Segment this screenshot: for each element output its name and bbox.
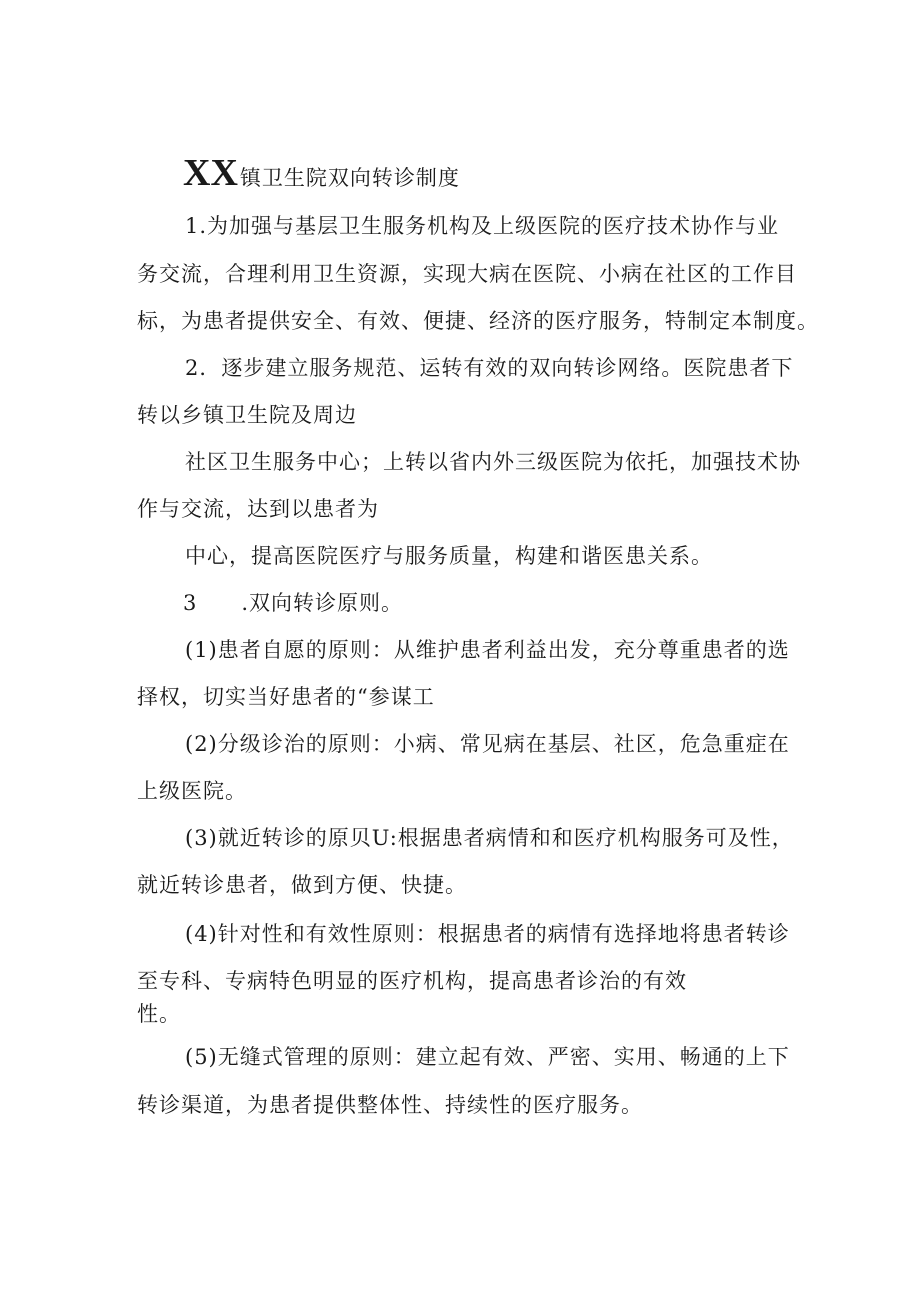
paragraph-line: (3)就近转诊的原贝U:根据患者病情和和医疗机构服务可及性，	[185, 826, 794, 850]
paragraph-line: 中心，提高医院医疗与服务质量，构建和谐医患关系。	[185, 544, 713, 568]
paragraph-line: 转以乡镇卫生院及周边	[137, 403, 357, 427]
paragraph-line: 2．逐步建立服务规范、运转有效的双向转诊网络。医院患者下	[185, 356, 794, 380]
paragraph-line: 上级医院。	[137, 779, 247, 803]
paragraph-line: 标，为患者提供安全、有效、便捷、经济的医疗服务，特制定本制度。	[137, 309, 819, 333]
paragraph-line: (5)无缝式管理的原则：建立起有效、严密、实用、畅通的上下	[185, 1045, 790, 1069]
paragraph-line: 择权，切实当好患者的“参谋工	[137, 685, 435, 709]
paragraph-line: 转诊渠道，为患者提供整体性、持续性的医疗服务。	[137, 1093, 643, 1117]
paragraph-line: 1.为加强与基层卫生服务机构及上级医院的医疗技术协作与业	[185, 214, 780, 238]
title-prefix: XX	[183, 152, 238, 194]
paragraph-line: 性。	[137, 1002, 181, 1026]
title-text: 镇卫生院双向转诊制度	[239, 166, 460, 190]
paragraph-line: 社区卫生服务中心；上转以省内外三级医院为依托，加强技术协	[185, 450, 801, 474]
paragraph-line: 务交流，合理利用卫生资源，实现大病在医院、小病在社区的工作目	[137, 262, 797, 286]
paragraph-line: 至专科、专病特色明显的医疗机构，提高患者诊治的有效	[137, 969, 687, 993]
paragraph-line: (2)分级诊治的原则：小病、常见病在基层、社区，危急重症在	[185, 732, 790, 756]
document-title	[183, 153, 460, 200]
paragraph-line: (1)患者自愿的原则：从维护患者利益出发，充分尊重患者的选	[185, 638, 790, 662]
paragraph-line: 就近转诊患者，做到方便、快捷。	[137, 873, 467, 897]
paragraph-line: (4)针对性和有效性原则：根据患者的病情有选择地将患者转诊	[185, 922, 790, 946]
section-heading: 3 .双向转诊原则。	[183, 591, 404, 615]
paragraph-line: 作与交流，达到以患者为	[137, 497, 379, 521]
